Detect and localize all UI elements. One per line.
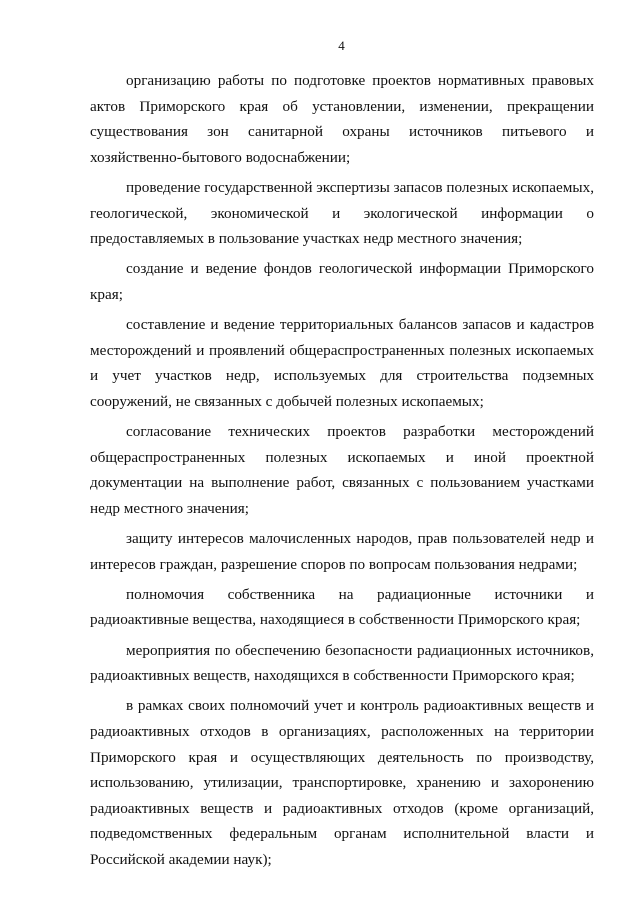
paragraph-4: составление и ведение территориальных балансов запасов и кадастров месторождений и проявлений общераспространенных полезных ископаемых и учет участков недр, используемых для строительства подземных сооружений, не связанных с добычей полезных ископаемых;	[90, 316, 594, 410]
paragraph-3: создание и ведение фондов геологической информации Приморского края;	[90, 260, 594, 303]
paragraph-2: проведение государственной экспертизы запасов полезных ископаемых, геологической, экономической и экологической информации о предоставляемых в пользование участках недр местного значения;	[90, 178, 594, 248]
paragraph-9: в рамках своих полномочий учет и контроль радиоактивных веществ и радиоактивных отходов в организациях, расположенных на территории Приморского края и осуществляющих деятельность по производству, использованию, утилизации, транспортировке, хранению и захоронению радиоактивных веществ и радиоактивных отходов (кроме организаций, подведомственных федеральным органам исполнительной власти и Российской академии наук);	[90, 697, 594, 868]
paragraph-5: согласование технических проектов разработки месторождений общераспространенных полезных ископаемых и иной проектной документации на выполнение работ, связанных с пользованием участками недр местного значения;	[90, 423, 594, 517]
paragraph-8: мероприятия по обеспечению безопасности радиационных источников, радиоактивных веществ, находящихся в собственности Приморского края;	[90, 641, 594, 685]
document-body	[90, 68, 594, 877]
paragraph-6: защиту интересов малочисленных народов, прав пользователей недр и интересов граждан, разрешение споров по вопросам пользования недрами;	[90, 530, 594, 573]
page-number: 4	[338, 38, 345, 53]
paragraph-7: полномочия собственника на радиационные источники и радиоактивные вещества, находящиеся в собственности Приморского края;	[90, 585, 594, 629]
paragraph-1: организацию работы по подготовке проектов нормативных правовых актов Приморского края об установлении, изменении, прекращении существования зон санитарной охраны источников питьевого и хозяйственно-бытового водоснабжении;	[90, 72, 594, 166]
